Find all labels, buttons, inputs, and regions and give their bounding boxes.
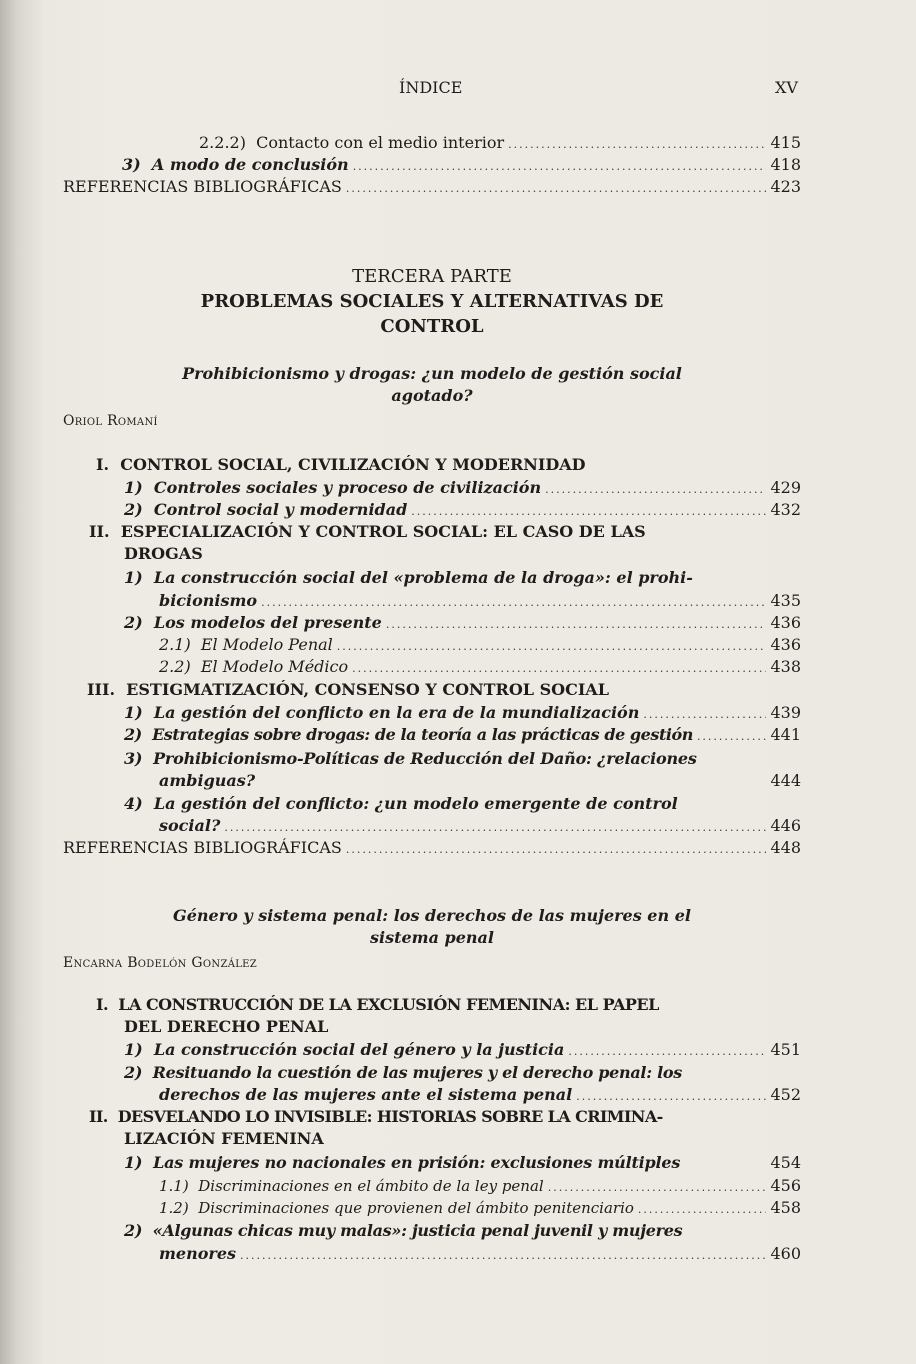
entry-title: Resituando la cuestión de las mujeres y el derecho penal: los [152,1063,682,1082]
toc-entry-line-2[interactable] [159,815,801,837]
entry-number: 3) [124,749,143,768]
entry-title: Las mujeres no nacionales en prisión: exclusiones múltiples [153,1153,681,1172]
entry-title-continued: social? [159,816,221,835]
section-title-line-2: LIZACIÓN FEMENINA [124,1129,324,1148]
part-label: TERCERA PARTE [352,266,512,287]
entry-number: 4) [124,794,143,813]
part-title-line-2: CONTROL [380,316,484,337]
toc-subentry[interactable] [159,656,801,678]
toc-entry-line-2[interactable] [159,1243,801,1265]
dot-leader [638,1199,767,1221]
toc-entry[interactable] [63,176,801,198]
entry-number: 2) [124,500,143,519]
section-heading[interactable] [96,995,659,1015]
dot-leader [643,704,766,726]
entry-page-number: 423 [770,177,801,196]
chapter-title-line-1: Prohibicionismo y drogas: ¿un modelo de gestión social [182,364,682,383]
dot-leader [548,1177,767,1199]
dot-leader [352,658,766,680]
toc-entry[interactable] [124,477,801,499]
toc-entry[interactable] [124,499,801,521]
entry-number: 2.2.2) [199,133,246,152]
dot-leader [346,178,767,200]
entry-page-number: 448 [770,838,801,857]
entry-title: REFERENCIAS BIBLIOGRÁFICAS [63,838,342,857]
toc-entry-line-1[interactable] [124,794,678,814]
entry-title-continued: bicionismo [159,591,258,610]
section-number: III. [87,680,116,699]
toc-entry-line-2[interactable] [159,1084,801,1106]
entry-title: La construcción social del género y la justicia [153,1040,565,1059]
entry-page-number: 446 [770,816,801,835]
entry-page-number: 438 [770,657,801,676]
chapter-author: Encarna Bodelón González [63,955,258,971]
toc-subentry[interactable] [159,634,801,656]
entry-page-number: 432 [770,500,801,519]
entry-title: REFERENCIAS BIBLIOGRÁFICAS [63,177,342,196]
running-header-title: ÍNDICE [399,78,463,97]
dot-leader [697,726,767,748]
running-header-page-number: XV [775,78,798,97]
toc-entry[interactable] [199,132,801,154]
section-heading[interactable] [96,455,586,475]
toc-entry-line-1[interactable] [124,1063,682,1083]
entry-number: 2.2) [159,657,191,676]
section-heading[interactable] [89,1107,663,1127]
entry-number: 2) [124,725,142,744]
entry-number: 3) [122,155,141,174]
toc-subentry[interactable] [159,1197,801,1219]
toc-entry[interactable] [124,1039,801,1061]
entry-title: La gestión del conflicto: ¿un modelo emergente de control [153,794,678,813]
section-title: ESTIGMATIZACIÓN, CONSENSO Y CONTROL SOCIAL [126,680,609,699]
entry-page-number: 436 [770,613,801,632]
entry-number: 1) [124,478,143,497]
toc-entry[interactable] [124,1152,801,1174]
section-heading[interactable] [89,522,646,542]
dot-leader [353,156,767,178]
section-number: II. [89,522,110,541]
entry-number: 1) [124,1040,143,1059]
entry-number: 2.1) [159,635,191,654]
dot-leader [261,592,766,614]
entry-number: 2) [124,1063,143,1082]
dot-leader [568,1041,766,1063]
section-title-line-1: DESVELANDO LO INVISIBLE: HISTORIAS SOBRE LA CRIMINA- [117,1107,663,1126]
section-number: II. [89,1107,108,1126]
entry-number: 1.1) [159,1177,189,1195]
entry-title-continued: menores [159,1244,237,1263]
section-title: CONTROL SOCIAL, CIVILIZACIÓN Y MODERNIDAD [120,455,586,474]
chapter-title-line-1: Género y sistema penal: los derechos de las mujeres en el [173,906,691,925]
dot-leader [508,134,766,156]
entry-page-number: 441 [770,725,801,744]
toc-entry[interactable] [63,837,801,859]
dot-leader [386,614,767,636]
entry-title: El Modelo Penal [200,635,333,654]
toc-entry[interactable] [122,154,801,176]
part-title-line-1: PROBLEMAS SOCIALES Y ALTERNATIVAS DE [200,291,664,312]
entry-number: 2) [124,1221,143,1240]
toc-entry-line-2[interactable] [159,590,801,612]
entry-title: A modo de conclusión [151,155,349,174]
entry-page-number: 456 [770,1176,801,1195]
entry-title: Control social y modernidad [153,500,408,519]
entry-title: Estrategias sobre drogas: de la teoría a las prácticas de gestión [152,725,693,744]
section-number: I. [96,995,109,1014]
entry-page-number: 418 [770,155,801,174]
toc-entry[interactable] [124,702,801,724]
toc-subentry[interactable] [159,1175,801,1197]
entry-number: 1) [124,1153,143,1172]
dot-leader [346,839,767,861]
entry-title: La construcción social del «problema de la droga»: el prohi- [153,568,693,587]
entry-title: Los modelos del presente [153,613,382,632]
toc-entry-line-1[interactable] [124,1221,682,1241]
entry-page-number: 415 [770,133,801,152]
entry-page-number: 444 [770,771,801,790]
section-number: I. [96,455,110,474]
dot-leader [545,479,766,501]
toc-entry-line-1[interactable] [124,568,693,588]
section-title-line-1: ESPECIALIZACIÓN Y CONTROL SOCIAL: EL CASO DE LAS [120,522,646,541]
entry-page-number: 452 [770,1085,801,1104]
entry-page-number: 454 [770,1153,801,1172]
section-title-line-1: LA CONSTRUCCIÓN DE LA EXCLUSIÓN FEMENINA: EL PAPEL [118,995,659,1014]
entry-title: Discriminaciones que provienen del ámbito penitenciario [198,1199,634,1217]
entry-title-continued: ambiguas? [159,771,256,790]
toc-entry-line-1[interactable] [124,749,697,769]
entry-page-number: 435 [770,591,801,610]
section-title-line-2: DEL DERECHO PENAL [124,1017,329,1036]
entry-page-number: 460 [770,1244,801,1263]
entry-number: 2) [124,613,143,632]
chapter-author: Oriol Romaní [63,413,158,429]
entry-number: 1) [124,703,143,722]
section-title-line-2: DROGAS [124,544,203,563]
toc-entry[interactable] [124,724,801,746]
entry-page-number: 439 [770,703,801,722]
entry-title: «Algunas chicas muy malas»: justicia penal juvenil y mujeres [152,1221,683,1240]
dot-leader [411,501,766,523]
entry-title: La gestión del conflicto en la era de la mundialización [153,703,640,722]
dot-leader [240,1245,766,1267]
entry-number: 1.2) [159,1199,189,1217]
section-heading[interactable] [87,680,609,700]
toc-entry[interactable] [124,612,801,634]
dot-leader [224,817,766,839]
entry-title: Prohibicionismo-Políticas de Reducción del Daño: ¿relaciones [153,749,697,768]
dot-leader [337,636,767,658]
entry-page-number: 436 [770,635,801,654]
entry-title-continued: derechos de las mujeres ante el sistema penal [159,1085,573,1104]
dot-leader [576,1086,766,1108]
entry-number: 1) [124,568,143,587]
chapter-title-line-2: sistema penal [370,928,494,947]
entry-title: Contacto con el medio interior [256,133,505,152]
entry-title: Discriminaciones en el ámbito de la ley penal [198,1177,544,1195]
chapter-title-line-2: agotado? [391,386,473,405]
entry-title: Controles sociales y proceso de civilización [153,478,542,497]
entry-page-number: 429 [770,478,801,497]
entry-page-number: 451 [770,1040,801,1059]
entry-page-number: 458 [770,1198,801,1217]
toc-entry-line-2[interactable] [159,770,801,792]
entry-title: El Modelo Médico [200,657,349,676]
